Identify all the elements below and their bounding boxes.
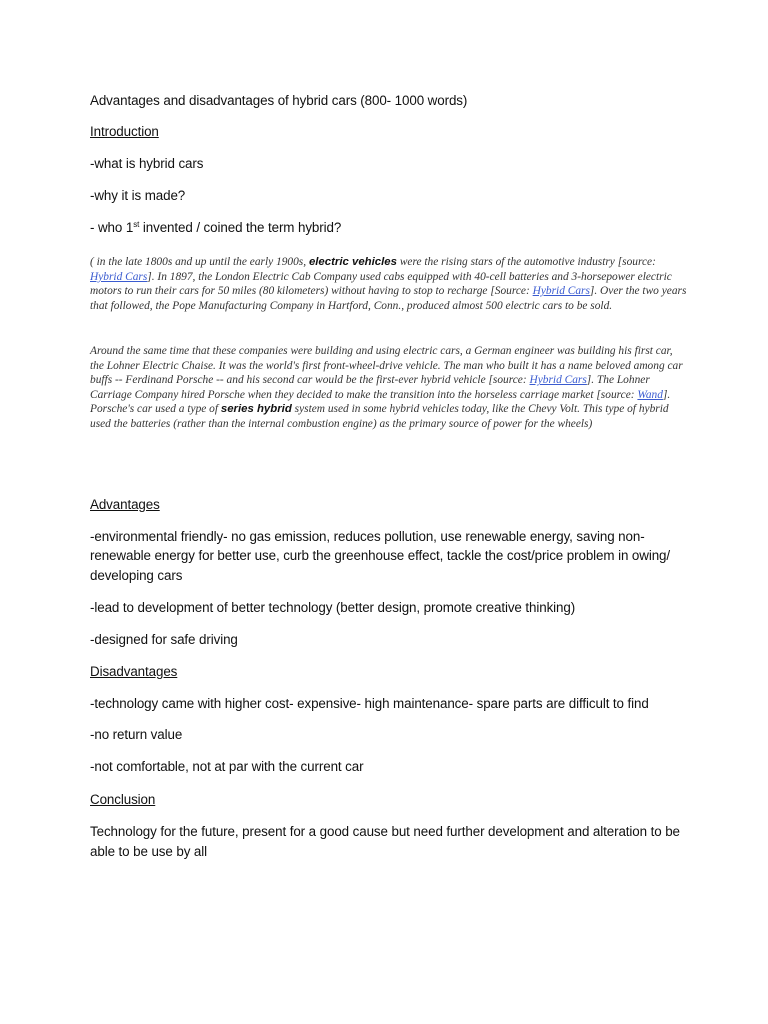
quote1-text-3: ]. In 1897, the London Electric Cab Company used cabs equipped with 40-cell batteries and 3-horsepower electric motors to run their cars for 50 miles (80 kilometers) without having to stop to recharge [Source: <box>90 270 672 298</box>
introduction-heading: Introduction <box>90 124 159 139</box>
quote1-keyword-electric-vehicles: electric vehicles <box>308 256 397 268</box>
quote2-text-1: Around the same time that these companies were building and using electric cars, a German engineer was building his first car, the Lohner Electric Chaise. It was the world's first front-wheel-drive vehicle. The man who built it has a name beloved among car buffs -- Ferdinand Porsche -- and his second car would be the first-ever hybrid vehicle [source: <box>90 345 683 387</box>
quote2-text-2: ]. The Lohner Carriage Company hired Porsche when they decided to make the transition into the horseless carriage market [source: <box>90 374 650 401</box>
disadvantages-heading: Disadvantages <box>90 664 178 679</box>
quote2-text-3: ]. Porsche's car used a type of <box>90 388 671 416</box>
conclusion-line-2: able to be use by all <box>90 844 208 859</box>
advantages-heading: Advantages <box>90 497 160 512</box>
quote1-link-hybrid-cars-2[interactable]: Hybrid Cars <box>532 285 590 298</box>
intro-item-who <box>90 218 341 237</box>
quote2-link-hybrid-cars[interactable]: Hybrid Cars <box>529 374 587 387</box>
advantage-item-1-line-1: -environmental friendly- no gas emission, reduces pollution, use renewable energy, saving non- <box>90 529 645 544</box>
quote2-keyword-series-hybrid: series hybrid <box>220 403 292 416</box>
quote1-text-2: were the rising stars of the automotive industry [source: <box>396 256 656 268</box>
conclusion-heading: Conclusion <box>90 792 156 807</box>
intro-item-who-sup: st <box>133 220 140 229</box>
advantage-item-3: -designed for safe driving <box>90 632 238 647</box>
advantage-item-2: -lead to development of better technology (better design, promote creative thinking) <box>90 600 576 615</box>
intro-item-who-pre: - who 1 <box>90 220 134 235</box>
disadvantage-item-1: -technology came with higher cost- expensive- high maintenance- spare parts are difficult to find <box>90 696 649 711</box>
disadvantage-item-2: -no return value <box>90 727 183 742</box>
quote-paragraph-1 <box>90 255 688 313</box>
intro-item-why: -why it is made? <box>90 188 186 203</box>
quote-paragraph-2 <box>90 344 688 432</box>
disadvantage-item-3: -not comfortable, not at par with the current car <box>90 759 364 774</box>
quote1-link-hybrid-cars-1[interactable]: Hybrid Cars <box>90 270 148 283</box>
advantage-item-1-line-2: renewable energy for better use, curb the greenhouse effect, tackle the cost/price problem in owing/ <box>90 548 671 563</box>
document-title: Advantages and disadvantages of hybrid cars (800- 1000 words) <box>90 93 468 108</box>
intro-item-who-post: invented / coined the term hybrid? <box>139 220 342 235</box>
quote1-text-1: ( in the late 1800s and up until the early 1900s, <box>90 256 309 268</box>
quote2-text-4: system used in some hybrid vehicles today, like the Chevy Volt. This type of hybrid used the batteries (rather than the internal combustion engine) as the primary source of power for the wheels) <box>90 403 669 430</box>
quote1-text-4: ]. Over the two years that followed, the Pope Manufacturing Company in Hartford, Conn., produced almost 500 electric cars to be sold. <box>90 285 687 312</box>
intro-item-what: -what is hybrid cars <box>90 156 204 171</box>
conclusion-line-1: Technology for the future, present for a good cause but need further development and alteration to be <box>90 824 680 839</box>
advantage-item-1-line-3: developing cars <box>90 568 183 583</box>
quote2-link-wand[interactable]: Wand <box>637 388 663 401</box>
